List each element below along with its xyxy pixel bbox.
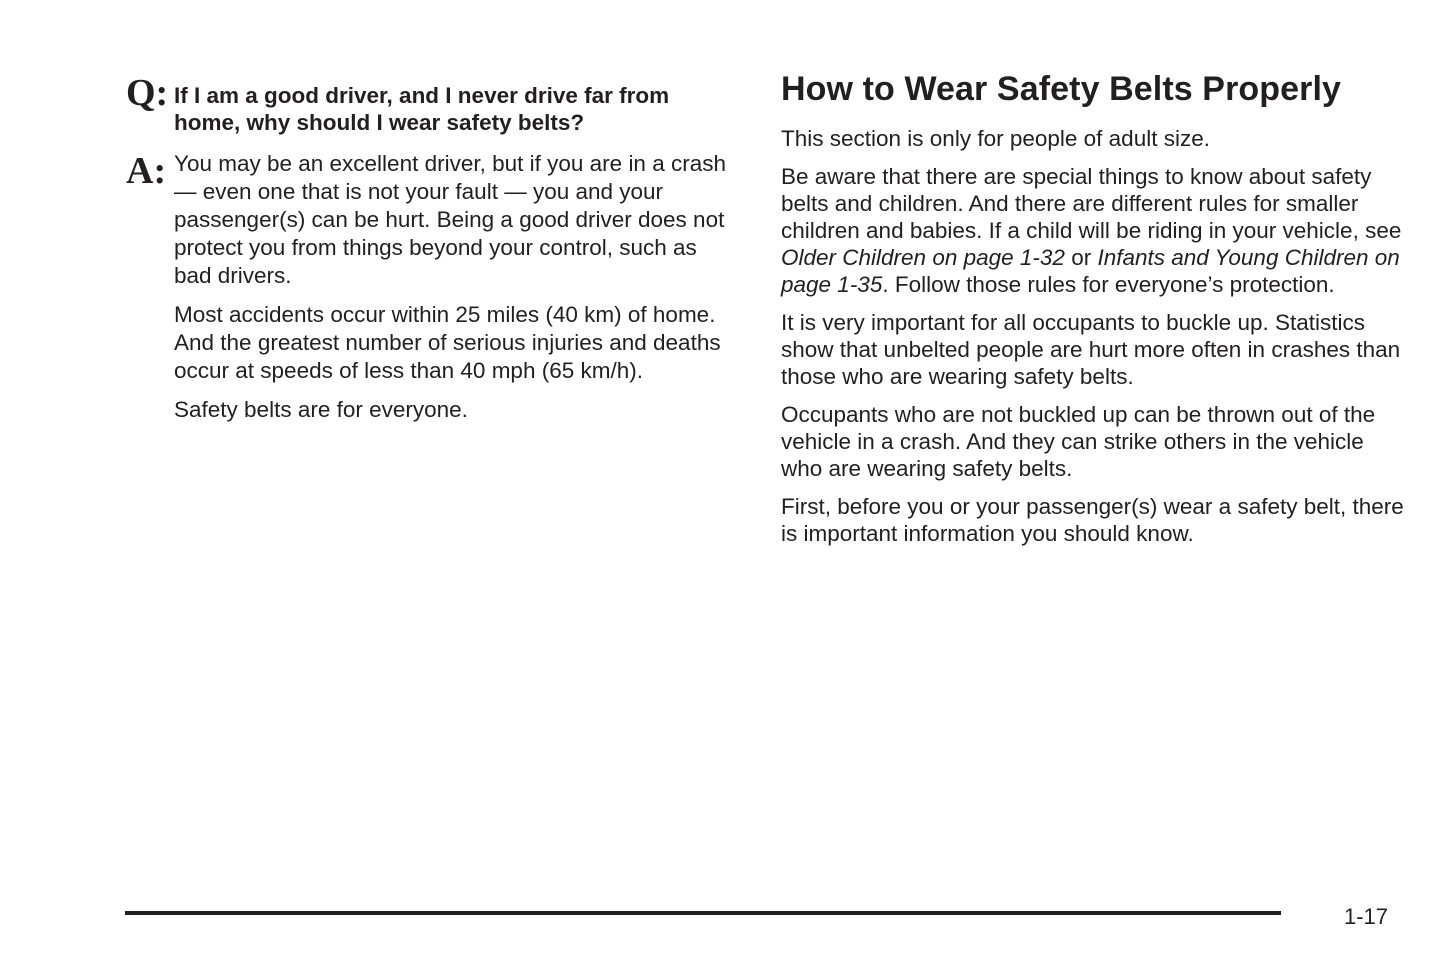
answer-paragraph: Most accidents occur within 25 miles (40 km) of home. And the greatest number of serious injuries and deaths occur at speeds of less than 40 mph (65 km/h). (174, 302, 721, 383)
section-paragraph (781, 163, 1406, 298)
question-block (126, 74, 736, 136)
answer-block (126, 150, 736, 424)
page-number: 1-17 (1344, 904, 1389, 929)
answer-marker: A: (126, 150, 167, 192)
section-paragraph: It is very important for all occupants to buckle up. Statistics show that unbelted people are hurt more often in crashes than those who are wearing safety belts. (781, 310, 1401, 389)
paragraph-text: or (1064, 245, 1098, 270)
qa-column (126, 74, 736, 435)
section-paragraph: Occupants who are not buckled up can be thrown out of the vehicle in a crash. And they can strike others in the vehicle who are wearing safety belts. (781, 402, 1376, 481)
footer-rule (125, 911, 1281, 915)
question-marker: Q: (126, 72, 169, 114)
answer-paragraph: Safety belts are for everyone. (174, 397, 468, 422)
older-children-link[interactable]: Older Children on page 1-32 (781, 245, 1065, 270)
answer-paragraph: You may be an excellent driver, but if you are in a crash — even one that is not your fault — you and your passenger(s) can be hurt. Being a good driver does not protect you from things beyond your control, such as bad drivers. (174, 151, 726, 288)
section-paragraph: First, before you or your passenger(s) wear a safety belt, there is important information you should know. (781, 494, 1404, 546)
section-paragraph: This section is only for people of adult size. (781, 126, 1210, 151)
paragraph-text: . Follow those rules for everyone’s protection. (882, 272, 1335, 297)
paragraph-text: Be aware that there are special things to know about safety belts and children. And there are different rules for smaller children and babies. If a child will be riding in your vehicle, see (781, 164, 1402, 243)
question-text: If I am a good driver, and I never drive far from home, why should I wear safety belts? (174, 83, 670, 135)
infants-young-children-link[interactable]: Infants and Young Children on page 1-35 (781, 245, 1400, 297)
section-column (781, 68, 1406, 558)
section-heading: How to Wear Safety Belts Properly (781, 70, 1342, 108)
